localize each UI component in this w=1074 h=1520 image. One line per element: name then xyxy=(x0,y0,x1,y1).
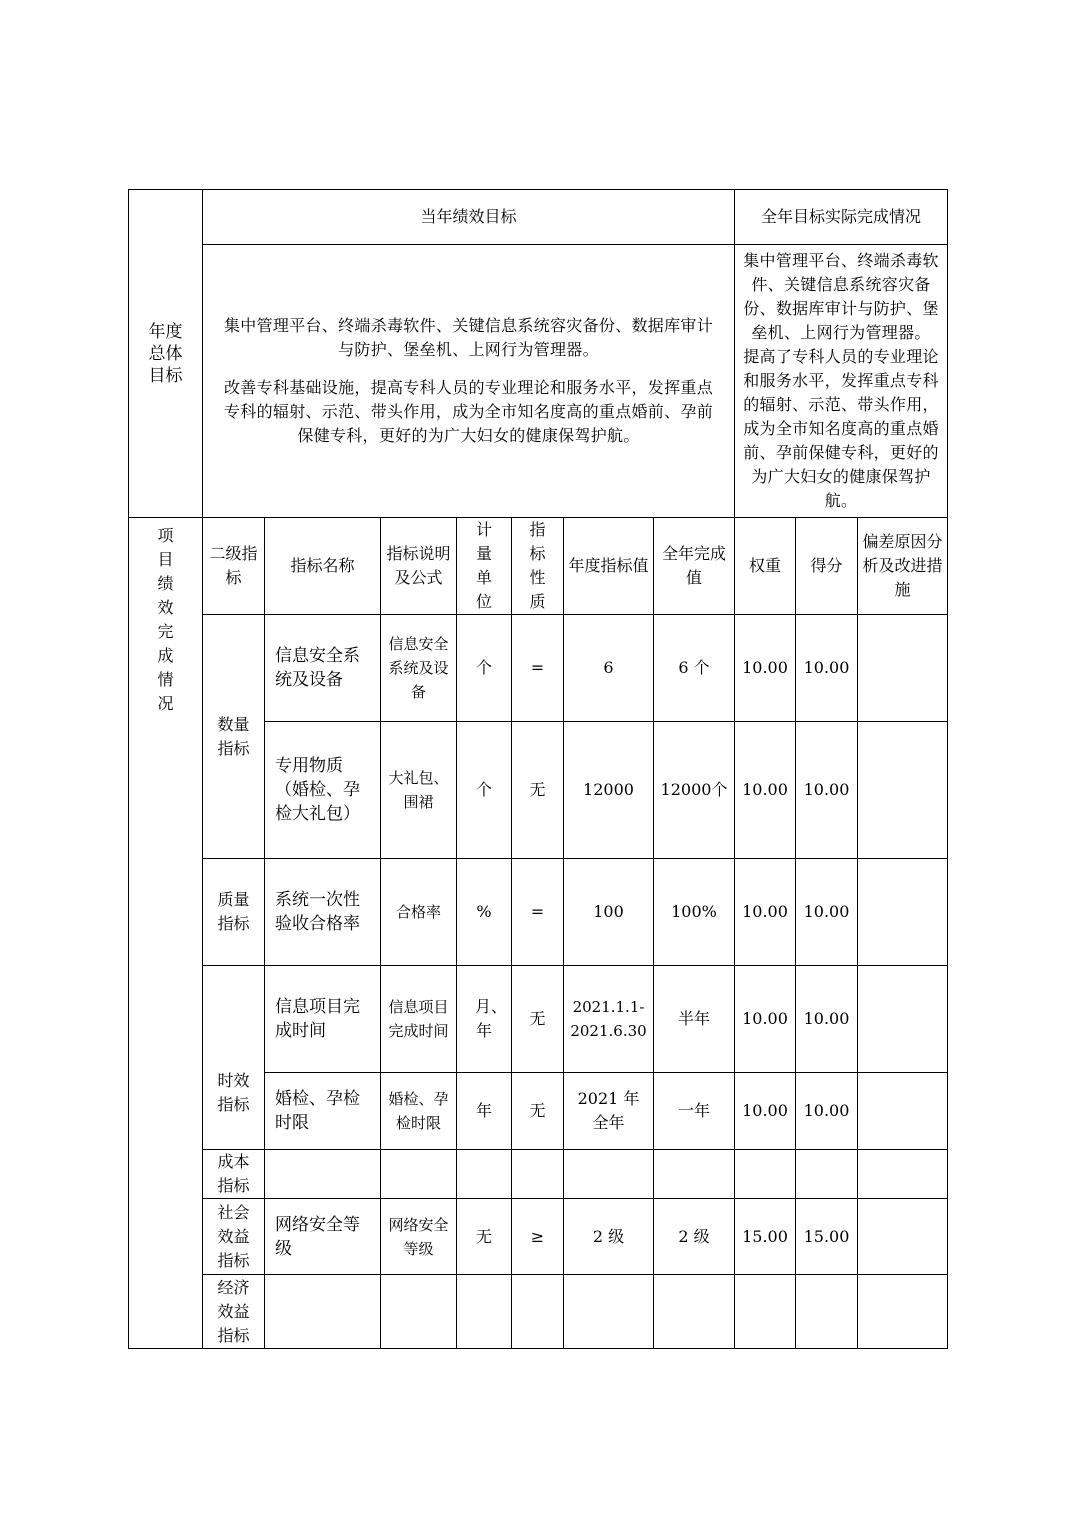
actual-paragraph-1: 集中管理平台、终端杀毒软件、关键信息系统容灾备份、数据库审计与防护、堡垒机、上网行为管理器。 xyxy=(743,251,939,342)
performance-section-label-text: 项目绩效完成情况 xyxy=(157,526,174,713)
empty-cell xyxy=(457,1275,512,1349)
col-header-desc: 指标说明及公式 xyxy=(381,518,457,615)
indicator-weight: 10.00 xyxy=(735,966,796,1073)
actual-completion-text xyxy=(735,245,948,518)
category-economic-text: 经济效益指标 xyxy=(217,1277,250,1345)
indicator-name: 婚检、孕检时限 xyxy=(265,1073,381,1150)
empty-cell xyxy=(512,1275,564,1349)
indicator-deviation xyxy=(858,1199,948,1275)
col-header-name: 指标名称 xyxy=(265,518,381,615)
empty-cell xyxy=(265,1275,381,1349)
indicator-actual: 2 级 xyxy=(654,1199,735,1275)
empty-cell xyxy=(735,1275,796,1349)
indicator-desc: 网络安全等级 xyxy=(381,1199,457,1275)
indicator-target xyxy=(564,1073,654,1150)
indicator-unit xyxy=(457,966,512,1073)
indicator-name: 专用物质（婚检、孕检大礼包） xyxy=(265,722,381,859)
category-timeliness xyxy=(203,966,265,1150)
indicator-name: 系统一次性验收合格率 xyxy=(265,859,381,966)
indicator-weight: 10.00 xyxy=(735,859,796,966)
table-row xyxy=(129,859,948,966)
indicator-target: 12000 xyxy=(564,722,654,859)
indicator-weight: 10.00 xyxy=(735,615,796,722)
indicator-deviation xyxy=(858,615,948,722)
col-header-weight: 权重 xyxy=(735,518,796,615)
performance-section-label xyxy=(129,518,203,1349)
header-current-goal: 当年绩效目标 xyxy=(203,190,735,245)
empty-cell xyxy=(654,1275,735,1349)
indicator-weight: 10.00 xyxy=(735,722,796,859)
indicator-nature: 无 xyxy=(512,1073,564,1150)
indicator-name: 信息安全系统及设备 xyxy=(265,615,381,722)
category-economic xyxy=(203,1275,265,1349)
category-quality xyxy=(203,859,265,966)
indicator-actual: 一年 xyxy=(654,1073,735,1150)
category-cost-text: 成本指标 xyxy=(217,1152,250,1195)
indicator-nature: = xyxy=(512,859,564,966)
indicator-deviation xyxy=(858,966,948,1073)
actual-paragraph-2: 提高了专科人员的专业理论和服务水平，发挥重点专科的辐射、示范、带头作用，成为全市知名度高的重点婚前、孕前保健专科，更好的为广大妇女的健康保驾护航。 xyxy=(743,347,939,510)
indicator-name: 网络安全等级 xyxy=(265,1199,381,1275)
empty-cell xyxy=(457,1150,512,1199)
table-row xyxy=(129,1275,948,1349)
category-social-text: 社会效益指标 xyxy=(217,1202,250,1270)
empty-cell xyxy=(796,1275,858,1349)
col-header-unit xyxy=(457,518,512,615)
indicator-desc: 信息安全系统及设备 xyxy=(381,615,457,722)
category-social xyxy=(203,1199,265,1275)
empty-cell xyxy=(735,1150,796,1199)
annual-goal-label-text: 年度总体目标 xyxy=(148,321,183,386)
table-row xyxy=(129,1150,948,1199)
col-header-nature-text: 指标性质 xyxy=(529,520,546,611)
indicator-target: 2021.1.1-2021.6.30 xyxy=(564,966,654,1073)
col-header-level2: 二级指标 xyxy=(203,518,265,615)
indicator-actual: 半年 xyxy=(654,966,735,1073)
indicator-unit: 年 xyxy=(457,1073,512,1150)
empty-cell xyxy=(564,1275,654,1349)
col-header-deviation: 偏差原因分析及改进措施 xyxy=(858,518,948,615)
empty-cell xyxy=(796,1150,858,1199)
category-quality-text: 质量指标 xyxy=(217,890,250,933)
empty-cell xyxy=(858,1275,948,1349)
empty-cell xyxy=(265,1150,381,1199)
col-header-target: 年度指标值 xyxy=(564,518,654,615)
indicator-weight: 10.00 xyxy=(735,1073,796,1150)
empty-cell xyxy=(654,1150,735,1199)
indicator-nature: = xyxy=(512,615,564,722)
indicator-target: 100 xyxy=(564,859,654,966)
category-quantity-text: 数量指标 xyxy=(217,714,250,758)
col-header-nature xyxy=(512,518,564,615)
indicator-unit: 无 xyxy=(457,1199,512,1275)
indicator-desc: 大礼包、围裙 xyxy=(381,722,457,859)
indicator-deviation xyxy=(858,722,948,859)
current-goal-paragraph-2: 改善专科基础设施，提高专科人员的专业理论和服务水平，发挥重点专科的辐射、示范、带头作用，成为全市知名度高的重点婚前、孕前保健专科，更好的为广大妇女的健康保驾护航。 xyxy=(224,378,714,445)
indicator-name: 信息项目完成时间 xyxy=(265,966,381,1073)
indicator-target-text: 2021 年全年 xyxy=(577,1089,640,1132)
empty-cell xyxy=(564,1150,654,1199)
indicator-score: 10.00 xyxy=(796,966,858,1073)
col-header-score: 得分 xyxy=(796,518,858,615)
table-row xyxy=(129,615,948,722)
indicator-deviation xyxy=(858,1073,948,1150)
indicator-weight: 15.00 xyxy=(735,1199,796,1275)
indicator-score: 10.00 xyxy=(796,1073,858,1150)
indicator-score: 10.00 xyxy=(796,859,858,966)
indicator-score: 10.00 xyxy=(796,722,858,859)
col-header-actual: 全年完成值 xyxy=(654,518,735,615)
indicator-actual: 100% xyxy=(654,859,735,966)
indicator-deviation xyxy=(858,859,948,966)
indicator-unit-text: 月、年 xyxy=(475,997,508,1040)
annual-goal-label xyxy=(129,190,203,518)
indicator-unit: 个 xyxy=(457,615,512,722)
performance-table xyxy=(128,189,948,1349)
indicator-nature: 无 xyxy=(512,966,564,1073)
indicator-nature: ≥ xyxy=(512,1199,564,1275)
indicator-desc: 婚检、孕检时限 xyxy=(381,1073,457,1150)
indicator-nature: 无 xyxy=(512,722,564,859)
indicator-actual: 12000个 xyxy=(654,722,735,859)
current-goal-paragraph-1: 集中管理平台、终端杀毒软件、关键信息系统容灾备份、数据库审计与防护、堡垒机、上网行为管理器。 xyxy=(224,316,714,359)
indicator-unit: 个 xyxy=(457,722,512,859)
indicator-unit: % xyxy=(457,859,512,966)
indicator-actual: 6 个 xyxy=(654,615,735,722)
empty-cell xyxy=(381,1150,457,1199)
current-goal-text xyxy=(203,245,735,518)
indicator-desc: 合格率 xyxy=(381,859,457,966)
table-row xyxy=(129,966,948,1073)
indicator-target: 2 级 xyxy=(564,1199,654,1275)
indicator-score: 15.00 xyxy=(796,1199,858,1275)
category-timeliness-text: 时效指标 xyxy=(217,1070,250,1114)
empty-cell xyxy=(381,1275,457,1349)
empty-cell xyxy=(512,1150,564,1199)
header-actual-completion: 全年目标实际完成情况 xyxy=(735,190,948,245)
col-header-unit-text: 计量单位 xyxy=(475,520,492,611)
indicator-score: 10.00 xyxy=(796,615,858,722)
category-quantity xyxy=(203,615,265,859)
indicator-target: 6 xyxy=(564,615,654,722)
table-row xyxy=(129,1199,948,1275)
indicator-desc: 信息项目完成时间 xyxy=(381,966,457,1073)
empty-cell xyxy=(858,1150,948,1199)
category-cost xyxy=(203,1150,265,1199)
